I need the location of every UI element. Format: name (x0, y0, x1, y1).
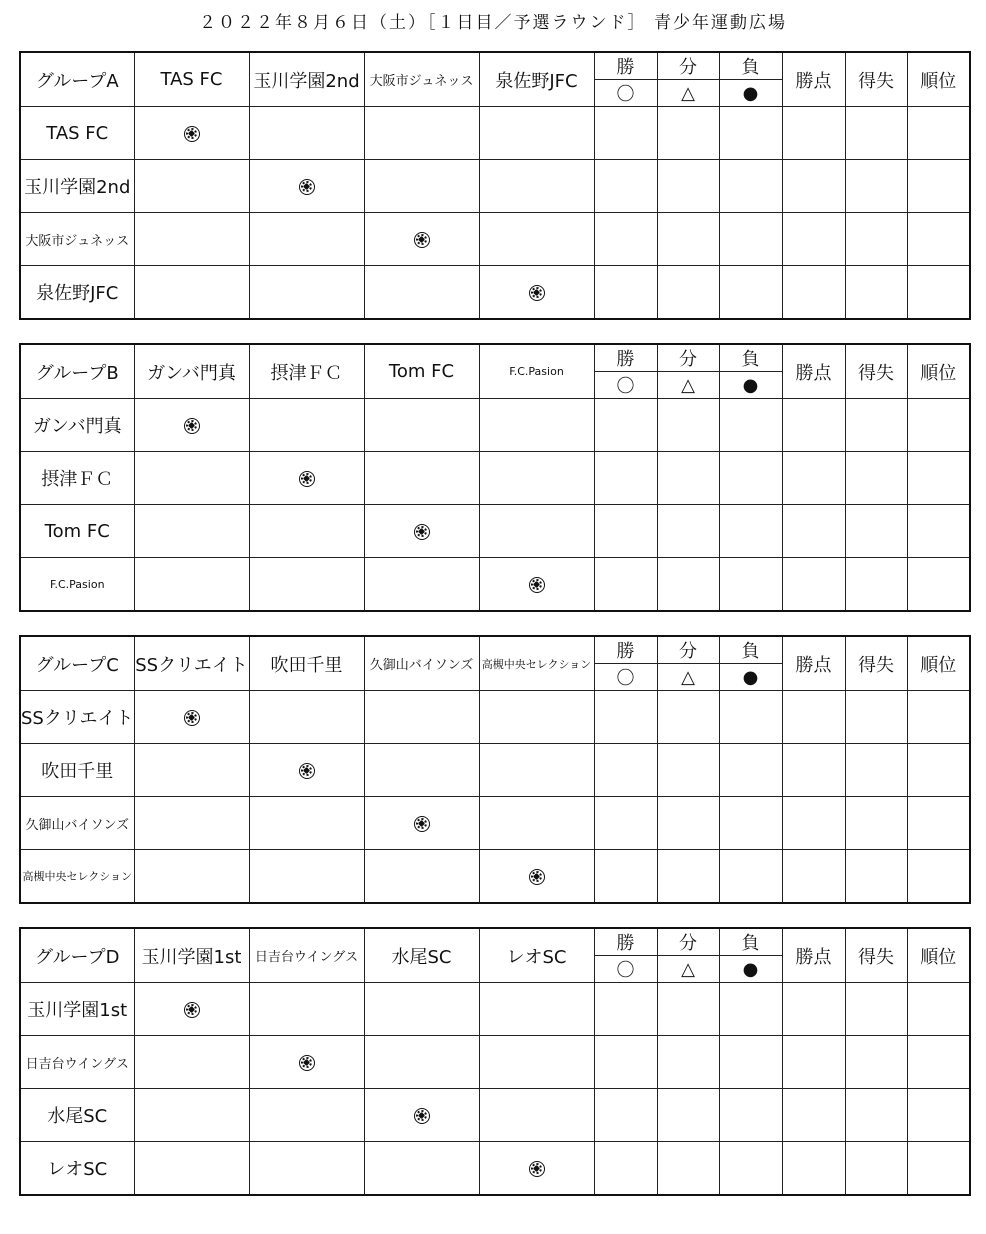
soccer-ball-icon (184, 418, 200, 434)
result-cell[interactable] (134, 1089, 249, 1142)
goal-diff-cell[interactable] (845, 1089, 907, 1142)
goal-diff-header: 得失 (845, 928, 907, 983)
goal-diff-header: 得失 (845, 344, 907, 399)
column-team-header: 泉佐野JFC (479, 52, 594, 107)
result-cell[interactable] (134, 505, 249, 558)
row-team-name: 吹田千里 (20, 744, 134, 797)
loss-cell[interactable] (719, 505, 782, 558)
points-cell[interactable] (782, 850, 845, 904)
loss-cell[interactable] (719, 1036, 782, 1089)
draw-symbol: △ (657, 372, 719, 399)
win-symbol: 〇 (594, 80, 657, 107)
table-row (20, 399, 970, 452)
points-cell[interactable] (782, 399, 845, 452)
points-header: 勝点 (782, 636, 845, 691)
points-header: 勝点 (782, 344, 845, 399)
points-cell[interactable] (782, 1036, 845, 1089)
table-row (20, 213, 970, 266)
win-cell[interactable] (594, 558, 657, 612)
loss-symbol: ● (719, 372, 782, 399)
result-cell[interactable] (364, 1036, 479, 1089)
goal-diff-cell[interactable] (845, 399, 907, 452)
column-team-header: 久御山バイソンズ (364, 636, 479, 691)
soccer-ball-icon (414, 232, 430, 248)
soccer-ball-icon (184, 1002, 200, 1018)
rank-cell[interactable] (907, 266, 970, 320)
result-cell[interactable] (134, 160, 249, 213)
draw-cell[interactable] (657, 691, 719, 744)
table-row (20, 850, 970, 904)
draw-cell[interactable] (657, 558, 719, 612)
result-cell[interactable] (364, 744, 479, 797)
table-row (20, 107, 970, 160)
row-team-name: 泉佐野JFC (20, 266, 134, 320)
result-cell[interactable] (479, 983, 594, 1036)
diagonal-cell (249, 452, 364, 505)
diagonal-cell (134, 399, 249, 452)
diagonal-cell (479, 266, 594, 320)
draw-cell[interactable] (657, 505, 719, 558)
loss-cell[interactable] (719, 107, 782, 160)
rank-cell[interactable] (907, 744, 970, 797)
column-team-header: 大阪市ジュネッス (364, 52, 479, 107)
win-cell[interactable] (594, 266, 657, 320)
rank-cell[interactable] (907, 1142, 970, 1196)
rank-header: 順位 (907, 344, 970, 399)
rank-cell[interactable] (907, 558, 970, 612)
loss-cell[interactable] (719, 744, 782, 797)
soccer-ball-icon (414, 1108, 430, 1124)
draw-cell[interactable] (657, 213, 719, 266)
loss-header: 負 (719, 636, 782, 664)
points-cell[interactable] (782, 266, 845, 320)
rank-cell[interactable] (907, 399, 970, 452)
table-row (20, 744, 970, 797)
diagonal-cell (249, 744, 364, 797)
result-cell[interactable] (134, 452, 249, 505)
win-symbol: 〇 (594, 956, 657, 983)
row-team-name: TAS FC (20, 107, 134, 160)
result-cell[interactable] (134, 744, 249, 797)
header-row (20, 636, 970, 664)
draw-cell[interactable] (657, 266, 719, 320)
diagonal-cell (364, 213, 479, 266)
result-cell[interactable] (134, 1036, 249, 1089)
loss-header: 負 (719, 52, 782, 80)
win-cell[interactable] (594, 399, 657, 452)
points-cell[interactable] (782, 160, 845, 213)
diagonal-cell (479, 558, 594, 612)
draw-header: 分 (657, 52, 719, 80)
column-team-header: レオSC (479, 928, 594, 983)
row-team-name: F.C.Pasion (20, 558, 134, 612)
result-cell[interactable] (364, 452, 479, 505)
draw-symbol: △ (657, 664, 719, 691)
diagonal-cell (364, 505, 479, 558)
result-cell[interactable] (479, 107, 594, 160)
goal-diff-cell[interactable] (845, 266, 907, 320)
points-cell[interactable] (782, 107, 845, 160)
column-team-header: SSクリエイト (134, 636, 249, 691)
header-row (20, 928, 970, 956)
goal-diff-cell[interactable] (845, 452, 907, 505)
loss-cell[interactable] (719, 983, 782, 1036)
row-team-name: 水尾SC (20, 1089, 134, 1142)
rank-cell[interactable] (907, 797, 970, 850)
win-cell[interactable] (594, 1089, 657, 1142)
loss-cell[interactable] (719, 452, 782, 505)
draw-cell[interactable] (657, 1142, 719, 1196)
column-team-header: 吹田千里 (249, 636, 364, 691)
goal-diff-cell[interactable] (845, 160, 907, 213)
result-cell[interactable] (364, 691, 479, 744)
result-cell[interactable] (479, 1036, 594, 1089)
result-cell[interactable] (479, 160, 594, 213)
column-team-header: F.C.Pasion (479, 344, 594, 399)
column-team-header: 玉川学園1st (134, 928, 249, 983)
result-cell[interactable] (134, 850, 249, 904)
draw-cell[interactable] (657, 983, 719, 1036)
result-cell[interactable] (249, 850, 364, 904)
loss-symbol: ● (719, 956, 782, 983)
row-team-name: 久御山バイソンズ (20, 797, 134, 850)
result-cell[interactable] (479, 505, 594, 558)
result-cell[interactable] (249, 399, 364, 452)
soccer-ball-icon (414, 816, 430, 832)
draw-symbol: △ (657, 80, 719, 107)
group-table (19, 343, 971, 612)
goal-diff-cell[interactable] (845, 1036, 907, 1089)
rank-cell[interactable] (907, 452, 970, 505)
column-team-header: 高槻中央セレクション (479, 636, 594, 691)
goal-diff-cell[interactable] (845, 1142, 907, 1196)
win-cell[interactable] (594, 107, 657, 160)
loss-cell[interactable] (719, 850, 782, 904)
draw-cell[interactable] (657, 452, 719, 505)
win-symbol: 〇 (594, 372, 657, 399)
diagonal-cell (249, 160, 364, 213)
win-header: 勝 (594, 52, 657, 80)
header-row (20, 344, 970, 372)
diagonal-cell (479, 1142, 594, 1196)
draw-cell[interactable] (657, 850, 719, 904)
diagonal-cell (479, 850, 594, 904)
rank-header: 順位 (907, 636, 970, 691)
points-cell[interactable] (782, 452, 845, 505)
diagonal-cell (134, 691, 249, 744)
draw-cell[interactable] (657, 1089, 719, 1142)
points-cell[interactable] (782, 744, 845, 797)
result-cell[interactable] (134, 213, 249, 266)
column-team-header: 摂津ＦＣ (249, 344, 364, 399)
points-cell[interactable] (782, 983, 845, 1036)
row-team-name: Tom FC (20, 505, 134, 558)
table-row (20, 558, 970, 612)
draw-cell[interactable] (657, 744, 719, 797)
result-cell[interactable] (364, 558, 479, 612)
result-cell[interactable] (249, 107, 364, 160)
result-cell[interactable] (134, 797, 249, 850)
soccer-ball-icon (529, 869, 545, 885)
draw-cell[interactable] (657, 399, 719, 452)
table-row (20, 505, 970, 558)
draw-header: 分 (657, 636, 719, 664)
header-row (20, 52, 970, 80)
win-cell[interactable] (594, 505, 657, 558)
result-cell[interactable] (249, 691, 364, 744)
soccer-ball-icon (529, 285, 545, 301)
rank-cell[interactable] (907, 850, 970, 904)
row-team-name: 玉川学園2nd (20, 160, 134, 213)
loss-cell[interactable] (719, 558, 782, 612)
row-team-name: ガンバ門真 (20, 399, 134, 452)
table-row (20, 691, 970, 744)
win-header: 勝 (594, 344, 657, 372)
row-team-name: SSクリエイト (20, 691, 134, 744)
draw-header: 分 (657, 344, 719, 372)
table-row (20, 452, 970, 505)
column-team-header: 水尾SC (364, 928, 479, 983)
points-header: 勝点 (782, 928, 845, 983)
rank-cell[interactable] (907, 505, 970, 558)
table-row (20, 160, 970, 213)
points-cell[interactable] (782, 691, 845, 744)
loss-cell[interactable] (719, 1142, 782, 1196)
goal-diff-cell[interactable] (845, 850, 907, 904)
soccer-ball-icon (184, 710, 200, 726)
win-cell[interactable] (594, 1142, 657, 1196)
result-cell[interactable] (249, 797, 364, 850)
result-cell[interactable] (479, 452, 594, 505)
group-name: グループB (20, 344, 134, 399)
loss-cell[interactable] (719, 797, 782, 850)
result-cell[interactable] (479, 691, 594, 744)
rank-cell[interactable] (907, 213, 970, 266)
result-cell[interactable] (134, 266, 249, 320)
win-cell[interactable] (594, 850, 657, 904)
points-cell[interactable] (782, 1089, 845, 1142)
win-header: 勝 (594, 636, 657, 664)
rank-header: 順位 (907, 52, 970, 107)
points-cell[interactable] (782, 1142, 845, 1196)
result-cell[interactable] (364, 850, 479, 904)
table-row (20, 983, 970, 1036)
row-team-name: 摂津ＦＣ (20, 452, 134, 505)
column-team-header: 玉川学園2nd (249, 52, 364, 107)
soccer-ball-icon (299, 179, 315, 195)
result-cell[interactable] (134, 558, 249, 612)
result-cell[interactable] (134, 1142, 249, 1196)
goal-diff-cell[interactable] (845, 744, 907, 797)
row-team-name: 大阪市ジュネッス (20, 213, 134, 266)
draw-cell[interactable] (657, 1036, 719, 1089)
loss-header: 負 (719, 344, 782, 372)
page-title: ２０２２年８月６日（土）［１日目／予選ラウンド］ 青少年運動広場 (199, 13, 787, 33)
win-cell[interactable] (594, 1036, 657, 1089)
group-name: グループC (20, 636, 134, 691)
rank-cell[interactable] (907, 107, 970, 160)
goal-diff-cell[interactable] (845, 213, 907, 266)
row-team-name: 日吉台ウイングス (20, 1036, 134, 1089)
points-cell[interactable] (782, 797, 845, 850)
result-cell[interactable] (364, 983, 479, 1036)
diagonal-cell (134, 983, 249, 1036)
loss-symbol: ● (719, 80, 782, 107)
result-cell[interactable] (364, 266, 479, 320)
result-cell[interactable] (364, 160, 479, 213)
points-header: 勝点 (782, 52, 845, 107)
result-cell[interactable] (249, 213, 364, 266)
win-cell[interactable] (594, 983, 657, 1036)
win-cell[interactable] (594, 213, 657, 266)
table-row (20, 266, 970, 320)
table-row (20, 1089, 970, 1142)
soccer-ball-icon (529, 1161, 545, 1177)
column-team-header: Tom FC (364, 344, 479, 399)
win-header: 勝 (594, 928, 657, 956)
goal-diff-header: 得失 (845, 52, 907, 107)
result-cell[interactable] (364, 1142, 479, 1196)
result-cell[interactable] (364, 107, 479, 160)
group-table (19, 927, 971, 1196)
soccer-ball-icon (414, 524, 430, 540)
points-cell[interactable] (782, 505, 845, 558)
diagonal-cell (364, 1089, 479, 1142)
win-cell[interactable] (594, 744, 657, 797)
goal-diff-cell[interactable] (845, 107, 907, 160)
rank-header: 順位 (907, 928, 970, 983)
loss-cell[interactable] (719, 213, 782, 266)
result-cell[interactable] (249, 1142, 364, 1196)
result-cell[interactable] (249, 505, 364, 558)
result-cell[interactable] (479, 797, 594, 850)
result-cell[interactable] (479, 1089, 594, 1142)
column-team-header: ガンバ門真 (134, 344, 249, 399)
goal-diff-cell[interactable] (845, 983, 907, 1036)
goal-diff-header: 得失 (845, 636, 907, 691)
win-cell[interactable] (594, 797, 657, 850)
loss-cell[interactable] (719, 266, 782, 320)
rank-cell[interactable] (907, 983, 970, 1036)
soccer-ball-icon (529, 577, 545, 593)
result-cell[interactable] (479, 213, 594, 266)
group-name: グループA (20, 52, 134, 107)
table-row (20, 1036, 970, 1089)
loss-header: 負 (719, 928, 782, 956)
soccer-ball-icon (299, 763, 315, 779)
win-symbol: 〇 (594, 664, 657, 691)
win-cell[interactable] (594, 160, 657, 213)
table-row (20, 797, 970, 850)
loss-cell[interactable] (719, 399, 782, 452)
result-cell[interactable] (249, 558, 364, 612)
points-cell[interactable] (782, 558, 845, 612)
rank-cell[interactable] (907, 1089, 970, 1142)
goal-diff-cell[interactable] (845, 691, 907, 744)
win-cell[interactable] (594, 691, 657, 744)
column-team-header: TAS FC (134, 52, 249, 107)
loss-cell[interactable] (719, 691, 782, 744)
points-cell[interactable] (782, 213, 845, 266)
group-table (19, 635, 971, 904)
goal-diff-cell[interactable] (845, 797, 907, 850)
loss-cell[interactable] (719, 160, 782, 213)
result-cell[interactable] (249, 1089, 364, 1142)
soccer-ball-icon (299, 471, 315, 487)
goal-diff-cell[interactable] (845, 505, 907, 558)
row-team-name: 玉川学園1st (20, 983, 134, 1036)
row-team-name: レオSC (20, 1142, 134, 1196)
soccer-ball-icon (184, 126, 200, 142)
group-table (19, 51, 971, 320)
result-cell[interactable] (249, 266, 364, 320)
group-name: グループD (20, 928, 134, 983)
loss-cell[interactable] (719, 1089, 782, 1142)
draw-symbol: △ (657, 956, 719, 983)
result-cell[interactable] (364, 399, 479, 452)
result-cell[interactable] (479, 744, 594, 797)
rank-cell[interactable] (907, 160, 970, 213)
goal-diff-cell[interactable] (845, 558, 907, 612)
diagonal-cell (249, 1036, 364, 1089)
win-cell[interactable] (594, 452, 657, 505)
diagonal-cell (364, 797, 479, 850)
loss-symbol: ● (719, 664, 782, 691)
rank-cell[interactable] (907, 1036, 970, 1089)
draw-cell[interactable] (657, 107, 719, 160)
diagonal-cell (134, 107, 249, 160)
draw-cell[interactable] (657, 797, 719, 850)
result-cell[interactable] (249, 983, 364, 1036)
soccer-ball-icon (299, 1055, 315, 1071)
draw-cell[interactable] (657, 160, 719, 213)
rank-cell[interactable] (907, 691, 970, 744)
table-row (20, 1142, 970, 1196)
draw-header: 分 (657, 928, 719, 956)
row-team-name: 高槻中央セレクション (20, 850, 134, 904)
result-cell[interactable] (479, 399, 594, 452)
column-team-header: 日吉台ウイングス (249, 928, 364, 983)
